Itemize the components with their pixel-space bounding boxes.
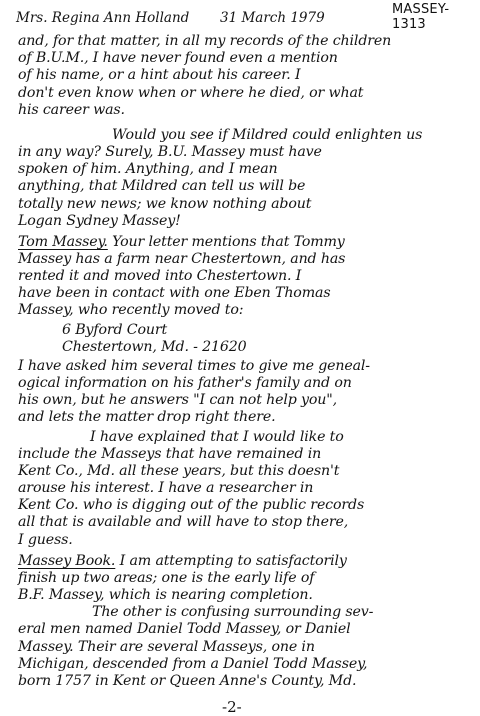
body-line: of his name, or a hint about his career. I <box>18 67 301 84</box>
address-line: 6 Byford Court <box>62 321 168 338</box>
body-line: spoken of him. Anything, and I mean <box>18 161 278 178</box>
body-line: Logan Sydney Massey! <box>18 212 181 229</box>
body-line: Kent Co., Md. all these years, but this doesn't <box>18 462 340 479</box>
body-line: include the Masseys that have remained in <box>18 445 322 462</box>
body-line: The other is confusing surrounding sev- <box>92 604 374 621</box>
body-line: all that is available and will have to stop there, <box>18 514 349 531</box>
body-line: and, for that matter, in all my records of the children <box>18 33 392 49</box>
page-number: -2- <box>222 698 242 716</box>
body-line: eral men named Daniel Todd Massey, or Daniel <box>18 621 351 638</box>
body-line: born 1757 in Kent or Queen Anne's County, Md. <box>18 672 357 689</box>
body-line: his career was. <box>18 101 125 118</box>
body-line: arouse his interest. I have a researcher in <box>18 480 314 497</box>
body-line: don't even know when or where he died, or what <box>18 84 364 101</box>
body-line: and lets the matter drop right there. <box>18 409 276 426</box>
body-line: Would you see if Mildred could enlighten us <box>112 126 423 143</box>
body-line: have been in contact with one Eben Thomas <box>18 285 331 302</box>
letter-date: 31 March 1979 <box>220 10 325 26</box>
body-line: B.F. Massey, which is nearing completion. <box>18 587 313 603</box>
body-line: I have explained that I would like to <box>90 428 344 445</box>
body-line: finish up two areas; one is the early life of <box>18 569 315 586</box>
section-heading-tom-massey: Tom Massey. Your letter mentions that Tommy <box>18 233 345 250</box>
body-line: Massey has a farm near Chestertown, and has <box>18 250 346 267</box>
body-line: I have asked him several times to give me geneal- <box>18 357 370 374</box>
body-line: totally new news; we know nothing about <box>18 195 312 212</box>
body-line: Kent Co. who is digging out of the public records <box>18 497 365 514</box>
body-line: his own, but he answers "I can not help you", <box>18 392 337 409</box>
body-line: Michigan, descended from a Daniel Todd Massey, <box>18 655 368 672</box>
section-heading-massey-book: Massey Book. I am attempting to satisfactorily <box>18 552 347 569</box>
body-line: in any way? Surely, B.U. Massey must have <box>18 144 322 160</box>
body-line: rented it and moved into Chestertown. I <box>18 268 302 285</box>
file-id: MASSEY-1313 <box>392 2 450 32</box>
underlined-heading: Massey Book. <box>18 552 116 569</box>
body-line: anything, that Mildred can tell us will be <box>18 178 306 195</box>
recipient-name: Mrs. Regina Ann Holland <box>16 10 190 26</box>
body-line: I guess. <box>18 531 73 548</box>
body-line: ogical information on his father's family and on <box>18 375 352 392</box>
body-line: Massey, who recently moved to: <box>18 302 244 319</box>
body-line: Massey. Their are several Masseys, one in <box>18 638 315 655</box>
address-line: Chestertown, Md. - 21620 <box>62 338 247 355</box>
underlined-heading: Tom Massey. <box>18 233 108 250</box>
body-line: of B.U.M., I have never found even a mention <box>18 50 338 67</box>
